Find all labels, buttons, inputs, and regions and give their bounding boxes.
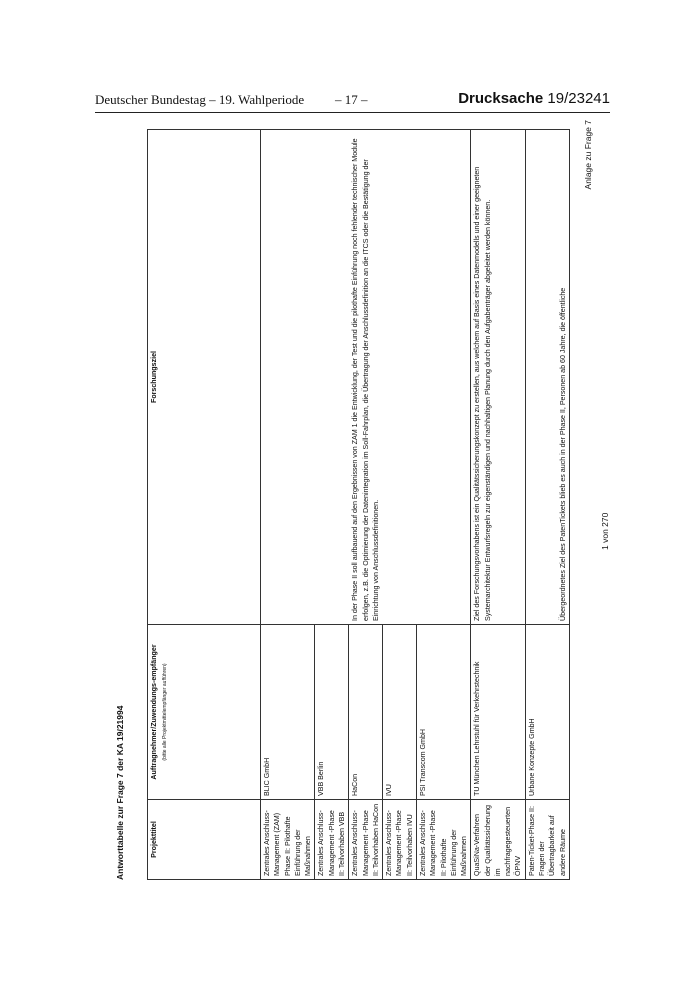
project-title-cell: Paten-Ticket-Phase II: Fragen der Übertragbarkeit auf andere Räume (525, 800, 569, 880)
project-title-cell: Zentrales Anschluss-Management -Phase II: Teilvorhaben IVU (383, 800, 417, 880)
project-title-cell: Zentrales Anschluss-Management -Phase II: Teilvorhaben VBB (315, 800, 349, 880)
recipient-cell: PSI Transcom GmbH (416, 625, 470, 800)
table-caption: Antworttabelle zur Frage 7 der KA 19/21994 (115, 705, 125, 880)
recipient-cell: TU München Lehrstuhl für Verkehrstechnik (471, 625, 525, 800)
header-recipient (148, 625, 261, 800)
recipient-cell: IVU (383, 625, 417, 800)
header-page-number: – 17 – (335, 92, 368, 107)
header-recipient-label: Auftragnehmer/Zuwendungs-empfänger (150, 644, 158, 780)
header-doc-label: Drucksache (458, 90, 544, 107)
project-title-cell: Zentrales Anschluss-Management (ZAM) Phase II: Pilothafte Einführung der Maßnahmen (261, 800, 315, 880)
recipient-cell: VBB Berlin (315, 625, 349, 800)
answer-table (147, 129, 570, 880)
header-document-number (458, 90, 610, 107)
project-title-cell: Zentrales Anschluss-Management -Phase II: Teilvorhaben HaCon (349, 800, 383, 880)
annex-label: Anlage zu Frage 7 (583, 120, 593, 190)
table-row (471, 130, 525, 880)
recipient-cell: Urbane Konzepte GmbH (525, 625, 569, 800)
page-counter: 1 von 270 (600, 512, 610, 550)
header-recipient-note: (bitte alle Projektmittelempfänger aufführen) (162, 663, 169, 761)
project-title-cell: Zentrales Anschluss-Management -Phase II: Pilothafte Einführung der Maßnahmen (416, 800, 470, 880)
table-header-row (148, 130, 261, 880)
goal-cell: Übergeordnetes Ziel des PatenTickets blieb es auch in der Phase II, Personen ab 60 Jahre, die öffentliche (525, 130, 569, 625)
header-doc-number: 19/23241 (547, 90, 610, 107)
header-goal: Forschungsziel (148, 130, 261, 625)
table-row (261, 130, 315, 880)
rotated-page-content (115, 120, 620, 880)
recipient-cell: HaCon (349, 625, 383, 800)
header-publication: Deutscher Bundestag – 19. Wahlperiode (95, 92, 305, 107)
table-row (525, 130, 569, 880)
goal-text: In der Phase II soll aufbauend auf den Ergebnissen von ZAM 1 die Entwicklung, der Test und die pilothafte Einführung noch fehlender technischer Module erfolgen, z.B. die Optimierung der Datenintegration im Soll-Fahrplan, die Übertragung der Anschlussdefinition an die ITCS oder die Bestätigung der Einrichtung von Anschlussdefinitionen. (351, 138, 380, 621)
page-header (95, 92, 610, 113)
recipient-cell: BLIC GmbH (261, 625, 315, 800)
goal-cell (261, 130, 471, 625)
project-title-cell: QuaSiNa-Verfahren der Qualitätssicherung im nachfragegesteuerten ÖPNV (471, 800, 525, 880)
header-project-title: Projekttitel (148, 800, 261, 880)
goal-cell: Ziel des Forschungsvorhabens ist ein Qualitätssicherungskonzept zu erstellen, aus welchem auf Basis eines Datenmodells und einer geeigneten Systemarchitektur Entwurfsregeln zur eigenständigen und nachhaltigen Planung durch den Aufgabenträger abgeleitet werden können. (471, 130, 525, 625)
